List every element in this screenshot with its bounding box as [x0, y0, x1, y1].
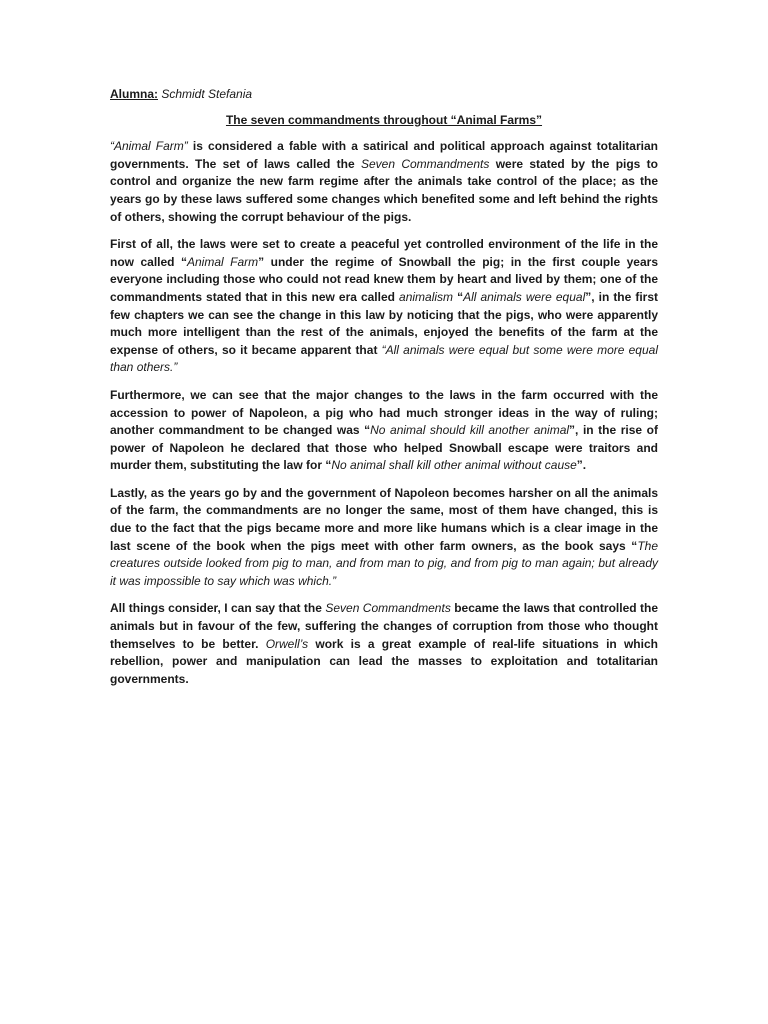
paragraph-text: is considered a fable with a satirical and political approach against totalitarian governments. The set of laws called the	[110, 139, 658, 171]
paragraph-text: became the laws that controlled the animals but in favour of the few, suffering the changes of corruption from those who thought themselves to be better.	[110, 601, 658, 651]
student-name: Schmidt Stefania	[161, 87, 253, 101]
italic-text: “All animals were equal but some were more equal than others.”	[110, 342, 658, 375]
paragraph-text: ”, in the rise of power of Napoleon he declared that those who helped Snowball escape were traitors and murder them, substituting the law for “	[110, 423, 658, 473]
italic-text: No animal shall kill other animal without cause	[331, 458, 577, 473]
paragraph-text: ”.	[576, 458, 587, 473]
student-line	[110, 86, 658, 104]
document-body	[110, 138, 658, 688]
document-page	[110, 86, 658, 698]
paragraph-text: Furthermore, we can see that the major changes to the laws in the farm occurred with the accession to power of Napoleon, a pig who had much stronger ideas in the way of ruling; another commandment to be changed was “	[110, 387, 658, 438]
paragraph-text: “	[453, 289, 464, 304]
italic-text: Seven Commandments	[360, 156, 490, 171]
body-paragraph	[110, 600, 658, 688]
paragraph-text: ” under the regime of Snowball the pig; in the first couple years everyone including those who could not read knew them by heart and lived by them; one of the commandments stated that in this new era called	[110, 254, 658, 304]
paragraph-text: work is a great example of real-life situations in which rebellion, power and manipulation can lead the masses to exploitation and totalitarian governments.	[110, 636, 658, 686]
body-paragraph	[110, 236, 658, 377]
italic-text: All animals were equal	[463, 289, 586, 304]
italic-text: The creatures outside looked from pig to man, and from man to pig, and from pig to man again; but already it was impossible to say which was which.”	[110, 538, 658, 588]
italic-text: Seven Commandments	[325, 601, 451, 616]
body-paragraph	[110, 138, 658, 226]
italic-text: No animal should kill another animal	[370, 423, 570, 438]
document-title: The seven commandments throughout “Animal Farms”	[225, 112, 543, 127]
italic-text: animalism	[399, 289, 454, 304]
italic-text: “Animal Farm”	[110, 139, 188, 154]
paragraph-text: were stated by the pigs to control and organize the new farm regime after the animals take control of the place; as the years go by these laws suffered some changes which benefited some and left behind the rights of others, showing the corrupt behaviour of the pigs.	[110, 156, 659, 224]
body-paragraph	[110, 485, 658, 591]
paragraph-text: First of all, the laws were set to create a peaceful yet controlled environment of the life in the now called “	[110, 237, 658, 269]
paragraph-text: Lastly, as the years go by and the government of Napoleon becomes harsher on all the animals of the farm, the commandments are no longer the same, most of them have changed, this is due to the fact that the pigs became more and more like humans which is a clear image in the last scene of the book when the pigs meet with other farm owners, as the book says “	[110, 485, 658, 553]
student-label: Alumna:	[110, 87, 158, 101]
italic-text: Orwell’s	[265, 636, 309, 651]
paragraph-text: All things consider, I can say that the	[110, 601, 326, 616]
italic-text: Animal Farm	[186, 254, 259, 269]
body-paragraph	[110, 387, 658, 475]
paragraph-text: ”, in the first few chapters we can see the change in this law by noticing that the pigs, who were apparently much more intelligent than the rest of the animals, enjoyed the benefits of the farm at the expense of others, so it became apparent that	[110, 289, 659, 357]
